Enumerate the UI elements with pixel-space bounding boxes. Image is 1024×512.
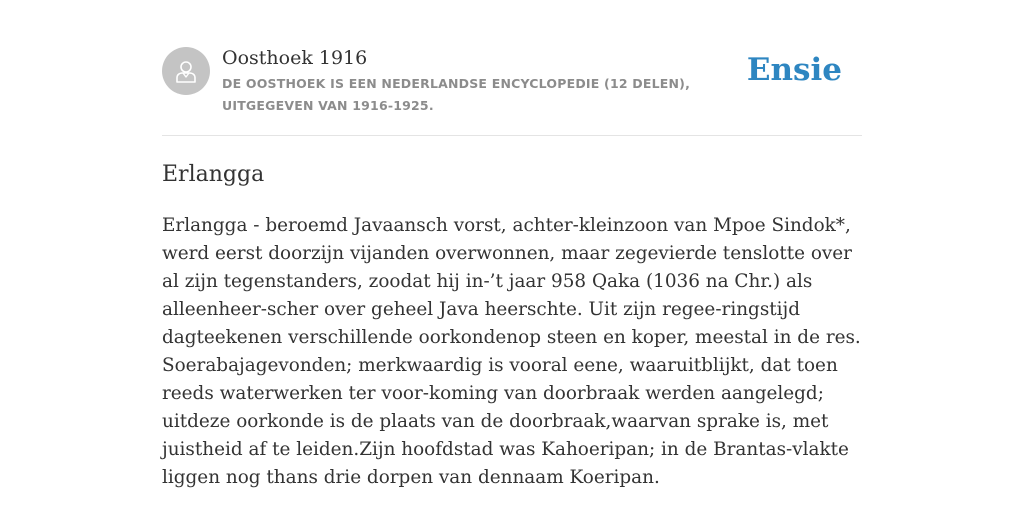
header-divider xyxy=(162,135,862,136)
user-silhouette-icon-graphic xyxy=(171,56,201,86)
user-silhouette-icon[interactable] xyxy=(162,47,210,95)
source-header xyxy=(162,44,862,116)
ensie-logo[interactable]: Ensie xyxy=(746,52,842,88)
source-title[interactable]: Oosthoek 1916 xyxy=(222,47,368,69)
entry-title: Erlangga xyxy=(162,162,265,187)
source-description: DE OOSTHOEK IS EEN NEDERLANDSE ENCYCLOPEDIE (12 DELEN), UITGEGEVEN VAN 1916-1925. xyxy=(222,76,691,113)
entry-body: Erlangga - beroemd Javaansch vorst, achter-kleinzoon van Mpoe Sindok*, werd eerst doorzijn vijanden overwonnen, maar zegevierde tenslotte over al zijn tegenstanders, zoodat hij in-’t jaar 958 Qaka (1036 na Chr.) als alleenheer-scher over geheel Java heerschte. Uit zijn regee-ringstijd dagteekenen verschillende oorkondenop steen en koper, meestal in de res. Soerabajagevonden; merkwaardig is vooral eene, waaruitblijkt, dat toen reeds waterwerken ter voor-koming van doorbraak werden aangelegd; uitdeze oorkonde is de plaats van de doorbraak,waarvan sprake is, met juistheid af te leiden.Zijn hoofdstad was Kahoeripan; in de Brantas-vlakte liggen nog thans drie dorpen van dennaam Koeripan. xyxy=(162,215,861,488)
